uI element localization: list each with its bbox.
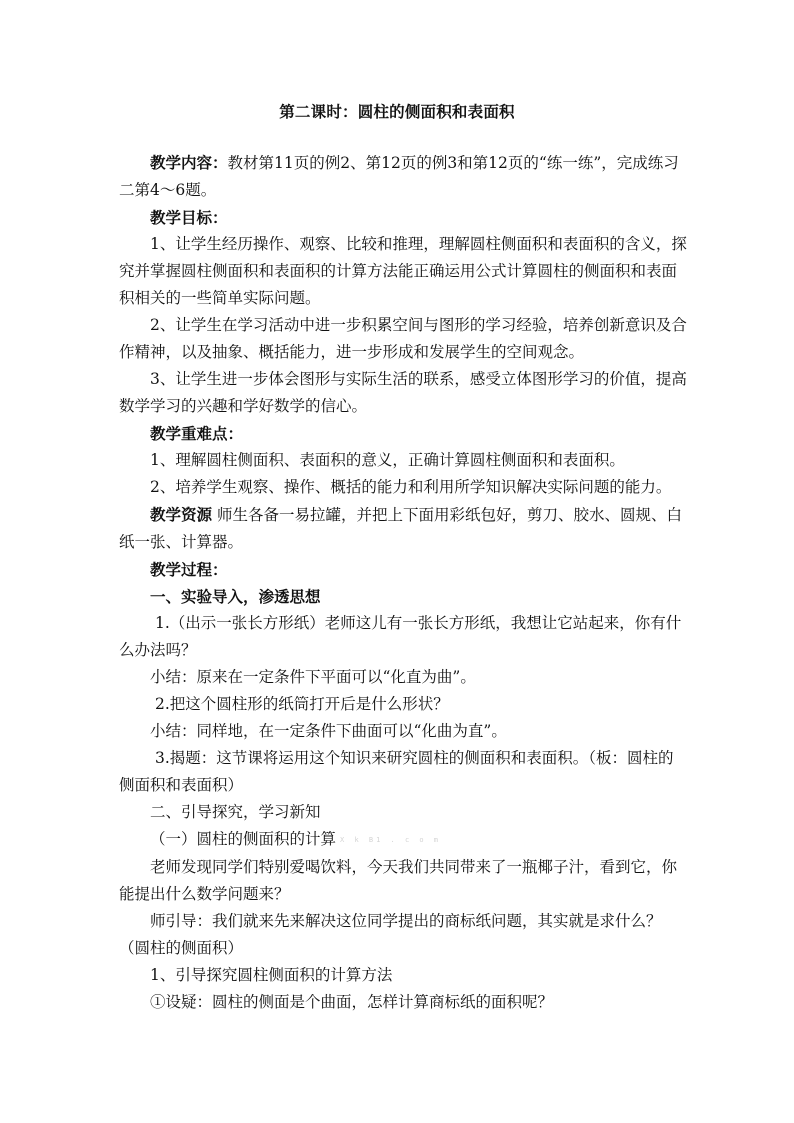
subheading: 1、引导探究圆柱侧面积的计算方法 [150, 965, 393, 984]
content-text: 教材第11页的例2、第12页的例3和第12页的“练一练”，完成练习二第4～6题。 [119, 154, 679, 199]
goals-label: 教学目标： [150, 208, 228, 227]
body-paragraph: 师引导：我们就来先来解决这位同学提出的商标纸问题，其实就是求什么？（圆柱的侧面积） [119, 911, 662, 957]
resources-text: 师生各备一易拉罐，并把上下面用彩纸包好，剪刀、胶水、圆规、白纸一张、计算器。 [119, 506, 682, 551]
subsection-heading [119, 826, 689, 854]
content-paragraph [119, 149, 689, 204]
section-heading: 一、实验导入，渗透思想 [150, 587, 321, 606]
goal-item: 2、让学生在学习活动中进一步积累空间与图形的学习经验，培养创新意识及合作精神，以及抽象、概括能力，进一步形成和发展学生的空间观念。 [119, 316, 687, 361]
section-heading: 二、引导探究，学习新知 [150, 803, 321, 821]
keypoint-item: 1、理解圆柱侧面积、表面积的意义，正确计算圆柱侧面积和表面积。 [150, 451, 625, 469]
keypoints-label: 教学重难点： [150, 424, 244, 443]
resources-paragraph [119, 501, 689, 556]
resources-label: 教学资源 [150, 505, 213, 524]
step-paragraph: 3.揭题：这节课将运用这个知识来研究圆柱的侧面积和表面积。（板：圆柱的侧面积和表面积） [119, 749, 674, 794]
goal-item: 1、让学生经历操作、观察、比较和推理，理解圆柱侧面积和表面积的含义，探究并掌握圆柱侧面积和表面积的计算方法能正确运用公式计算圆柱的侧面积和表面积相关的一些简单实际问题。 [119, 235, 687, 307]
process-label: 教学过程： [150, 560, 228, 579]
watermark-text: X k B1 . c o m [340, 835, 442, 844]
subsection-text: （一）圆柱的侧面积的计算 [150, 830, 337, 848]
summary-paragraph: 小结：同样地，在一定条件下曲面可以“化曲为直”。 [150, 722, 507, 740]
page-title: 第二课时：圆柱的侧面积和表面积 [279, 102, 515, 121]
summary-paragraph: 小结：原来在一定条件下平面可以“化直为曲”。 [150, 668, 476, 686]
keypoint-item: 2、培养学生观察、操作、概括的能力和利用所学知识解决实际问题的能力。 [150, 478, 672, 496]
goal-item: 3、让学生进一步体会图形与实际生活的联系，感受立体图形学习的价值，提高数学学习的兴趣和学好数学的信心。 [119, 370, 687, 415]
body-paragraph: 老师发现同学们特别爱喝饮料，今天我们共同带来了一瓶椰子汁，看到它，你能提出什么数学问题来？ [119, 857, 678, 903]
step-paragraph: 2.把这个圆柱形的纸筒打开后是什么形状？ [155, 695, 449, 713]
content-label: 教学内容： [150, 153, 228, 172]
document-body [119, 149, 689, 1016]
question-paragraph: ①设疑：圆柱的侧面是个曲面，怎样计算商标纸的面积呢？ [150, 992, 554, 1011]
step-paragraph: 1.（出示一张长方形纸）老师这儿有一张长方形纸，我想让它站起来，你有什么办法吗？ [119, 614, 682, 659]
